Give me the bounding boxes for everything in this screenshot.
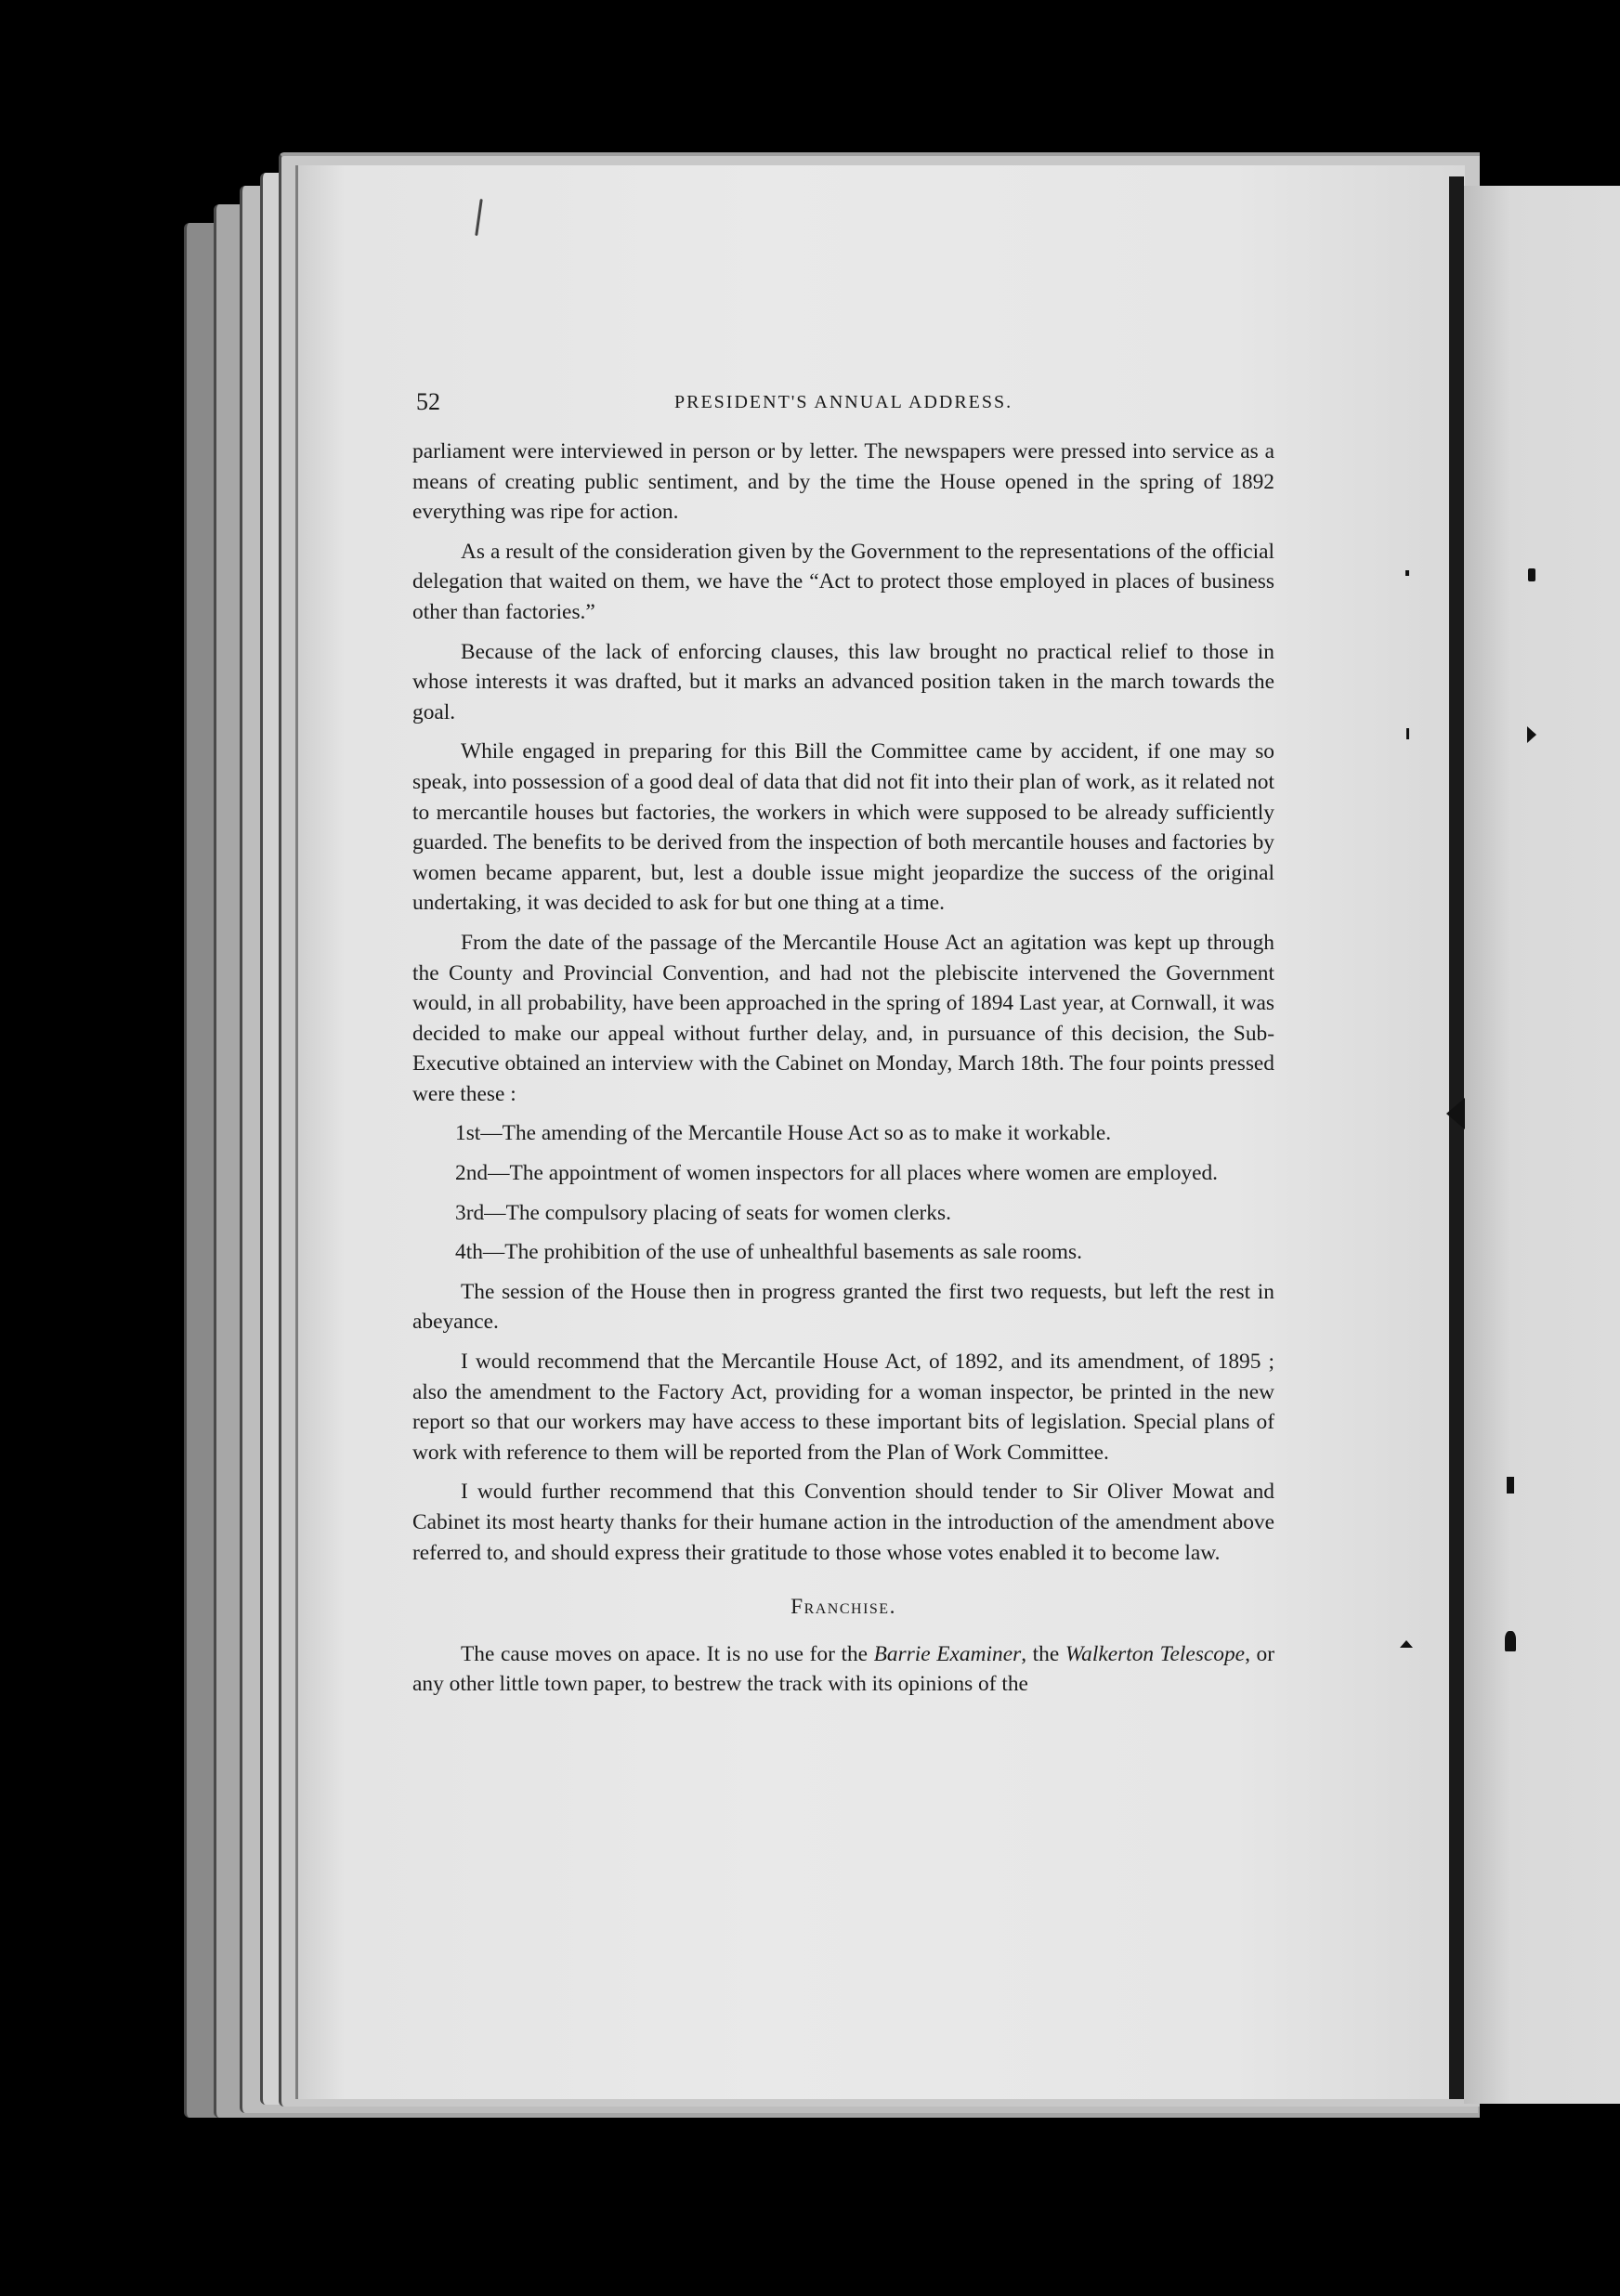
margin-mark xyxy=(1405,570,1409,576)
section-heading: Franchise. xyxy=(790,1595,896,1620)
newspaper-title: Barrie Examiner xyxy=(873,1641,1022,1666)
page-body xyxy=(412,437,1274,1709)
facing-page xyxy=(1464,186,1620,2104)
newspaper-title: Walkerton Telescope xyxy=(1065,1641,1246,1666)
page-number: 52 xyxy=(416,388,440,415)
paragraph: Because of the lack of enforcing clauses, this law brought no practical relief to those in whose interests it was drafted, but it marks an advanced position taken in the march towards the goal. xyxy=(412,639,1274,724)
page-header xyxy=(416,388,1271,422)
paragraph: I would further recommend that this Convention should tender to Sir Oliver Mowat and Cabinet its most hearty thanks for their humane action in the introduction of the amendment above referred to, and should express their gratitude to those whose votes enabled it to become law. xyxy=(412,1480,1274,1565)
paragraph: While engaged in preparing for this Bill the Committee came by accident, if one may so speak, into possession of a good deal of data that did not fit into their plan of work, as it related not to mercantile houses but factories, the workers in which were supposed to be already sufficiently guarded. The benefits to be derived from the inspection of both mercantile houses and factories by women became apparent, but, lest a double issue might jeopardize the success of the original undertaking, it was decided to ask for but one thing at a time. xyxy=(412,739,1274,916)
text-run: , or any other little town paper, to bestrew the track with its opinions of the xyxy=(412,1641,1274,1697)
margin-mark xyxy=(1528,568,1535,581)
margin-mark xyxy=(1406,728,1409,739)
margin-mark xyxy=(1507,1477,1514,1494)
paragraph: As a result of the consideration given by the Government to the representations of the official delegation that waited on them, we have the “Act to protect those employed in places of business other than factories.” xyxy=(412,539,1274,624)
list-item: 1st—The amending of the Mercantile House Act so as to make it workable. xyxy=(455,1121,1112,1146)
list-item: 4th—The prohibition of the use of unhealthful basements as sale rooms. xyxy=(455,1240,1082,1265)
margin-mark xyxy=(1505,1631,1516,1651)
list-item: 2nd—The appointment of women inspectors for all places where women are employed. xyxy=(455,1161,1219,1186)
paragraph: From the date of the passage of the Mercantile House Act an agitation was kept up through the County and Provincial Convention, and had not the plebiscite intervened the Government would, in all probability, have been approached in the spring of 1894 Last year, at Cornwall, it was decided to make our appeal without further delay, and, in pursuance of this decision, the Sub-Executive obtained an interview with the Cabinet on Monday, March 18th. The four points pressed were these : xyxy=(412,930,1274,1106)
text-run: The cause moves on apace. It is no use for the xyxy=(461,1641,874,1666)
paragraph: The session of the House then in progress granted the first two requests, but left the rest in abeyance. xyxy=(412,1279,1274,1335)
paragraph xyxy=(412,1639,1274,1700)
paragraph: parliament were interviewed in person or by letter. The newspapers were pressed into service as a means of creating public sentiment, and by the time the House opened in the spring of 1892 everything was ripe for action. xyxy=(412,439,1274,525)
book-gutter xyxy=(1449,176,1464,2099)
text-run: , the xyxy=(1021,1641,1065,1666)
paragraph: I would recommend that the Mercantile House Act, of 1892, and its amendment, of 1895 ; also the amendment to the Factory Act, providing for a woman inspector, be printed in the new report so that our workers may have access to these important bits of legislation. Special plans of work with reference to them will be reported from the Plan of Work Committee. xyxy=(412,1350,1274,1465)
list-item: 3rd—The compulsory placing of seats for women clerks. xyxy=(455,1200,951,1225)
running-head: PRESIDENT'S ANNUAL ADDRESS. xyxy=(674,392,1013,412)
